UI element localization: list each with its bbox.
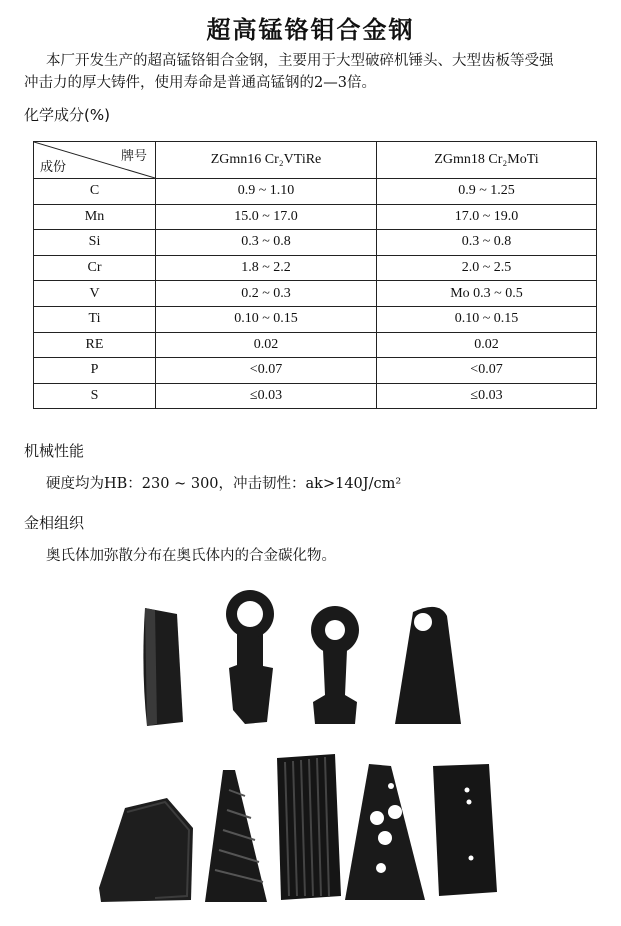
grade-2-value: <0.07 <box>377 358 597 384</box>
intro-paragraph-line2: 冲击力的厚大铸件，使用寿命是普通高锰钢的2—3倍。 <box>24 75 376 91</box>
grade-2-value: ≤0.03 <box>377 383 597 409</box>
grade-1-value: 0.02 <box>156 332 377 358</box>
mechanical-properties-text: 硬度均为HB：230 ~ 300，冲击韧性：ak>140J/cm² <box>46 476 402 492</box>
casting-rectangular-plate <box>433 764 497 896</box>
intro-paragraph-line1: 本厂开发生产的超高锰铬钼合金钢，主要用于大型破碎机锤头、大型齿板等受强 <box>46 53 554 69</box>
casting-triangle-plate-with-holes <box>345 764 425 900</box>
grade-2-value: 2.0 ~ 2.5 <box>377 255 597 281</box>
casting-fan-plate <box>99 798 193 902</box>
table-row <box>34 281 597 307</box>
table-row <box>34 179 597 205</box>
element-cell: V <box>34 281 156 307</box>
element-cell: S <box>34 383 156 409</box>
column-header-grade-2: ZGmn18 Cr₂MoTi <box>377 142 597 179</box>
element-cell: Mn <box>34 204 156 230</box>
header-diagonal-cell <box>34 142 156 179</box>
grade-1-value: <0.07 <box>156 358 377 384</box>
element-cell: P <box>34 358 156 384</box>
section-title-chemical: 化学成分(%) <box>24 106 110 124</box>
element-cell: Ti <box>34 306 156 332</box>
microstructure-text: 奥氏体加弥散分布在奥氏体内的合金碳化物。 <box>46 548 336 564</box>
element-cell: C <box>34 179 156 205</box>
casting-wedge-block <box>143 608 183 726</box>
table-row <box>34 358 597 384</box>
table-row <box>34 204 597 230</box>
casting-eye-hammer-medium <box>311 606 359 724</box>
header-grade-label: 牌号 <box>120 149 147 164</box>
casting-ribbed-plate <box>277 754 341 900</box>
table-row <box>34 255 597 281</box>
section-title-microstructure: 金相组织 <box>24 514 85 532</box>
table-row <box>34 230 597 256</box>
element-cell: Cr <box>34 255 156 281</box>
section-title-mechanical: 机械性能 <box>24 442 85 460</box>
element-cell: Si <box>34 230 156 256</box>
casting-flat-hammer <box>395 607 461 724</box>
grade-1-value: 0.10 ~ 0.15 <box>156 306 377 332</box>
grade-1-value: 15.0 ~ 17.0 <box>156 204 377 230</box>
table-row <box>34 306 597 332</box>
casting-toothed-wedge <box>205 770 267 902</box>
castings-photo <box>95 590 525 910</box>
casting-eye-hammer-large <box>226 590 274 724</box>
grade-2-value: 17.0 ~ 19.0 <box>377 204 597 230</box>
grade-1-value: 0.3 ~ 0.8 <box>156 230 377 256</box>
column-header-grade-1: ZGmn16 Cr₂VTiRe <box>156 142 377 179</box>
header-component-label: 成份 <box>40 160 67 175</box>
grade-2-value: 0.9 ~ 1.25 <box>377 179 597 205</box>
table-row <box>34 383 597 409</box>
table-row <box>34 332 597 358</box>
grade-1-value: 0.2 ~ 0.3 <box>156 281 377 307</box>
grade-2-value: Mo 0.3 ~ 0.5 <box>377 281 597 307</box>
grade-2-value: 0.02 <box>377 332 597 358</box>
composition-table <box>33 141 597 409</box>
element-cell: RE <box>34 332 156 358</box>
grade-1-value: 1.8 ~ 2.2 <box>156 255 377 281</box>
table-header-row <box>34 142 597 179</box>
grade-1-value: 0.9 ~ 1.10 <box>156 179 377 205</box>
page-title: 超高锰铬钼合金钢 <box>206 15 415 44</box>
grade-1-value: ≤0.03 <box>156 383 377 409</box>
grade-2-value: 0.10 ~ 0.15 <box>377 306 597 332</box>
grade-2-value: 0.3 ~ 0.8 <box>377 230 597 256</box>
